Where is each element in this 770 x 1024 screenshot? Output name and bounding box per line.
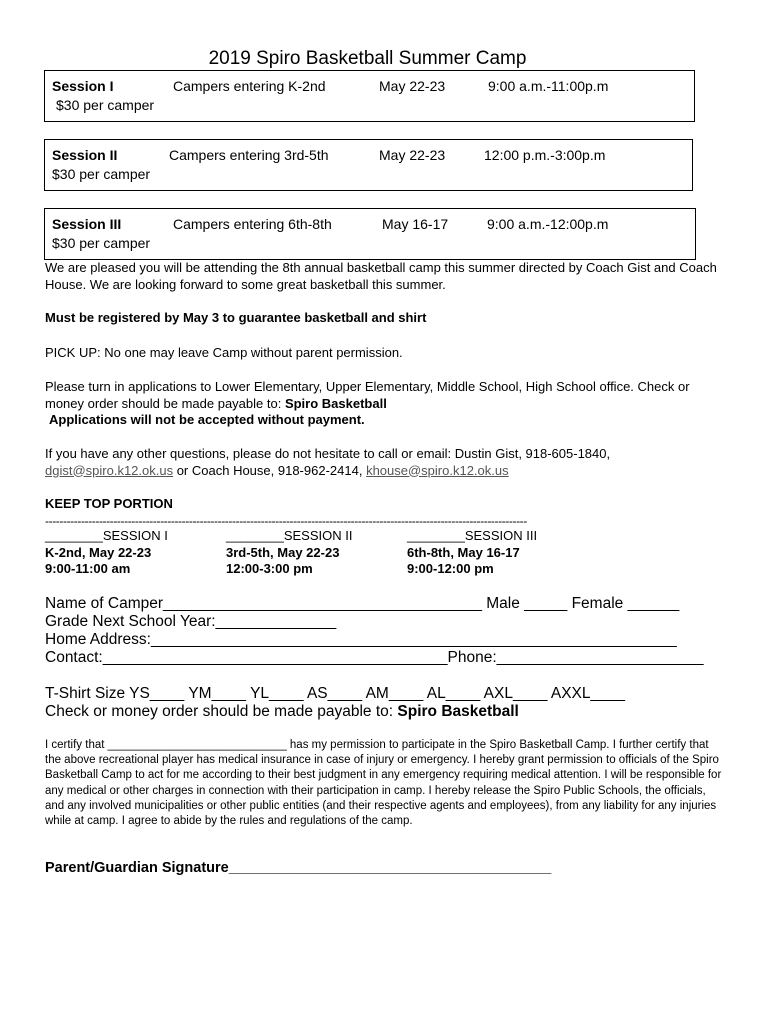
email-link-gist[interactable]: dgist@spiro.k12.ok.us [45,462,174,478]
column-time: 12:00-3:00 pm [226,561,313,576]
session-name: Session II [52,147,118,163]
session-column-3 [407,528,537,578]
column-header: ________SESSION II [226,528,353,543]
intro-paragraph: We are pleased you will be attending the 8th annual basketball camp this summer directed by Coach Gist and Coach House. We are looking forward to some great basketball this summer. [45,260,717,292]
session-time: 9:00 a.m.-12:00p.m [487,216,609,232]
contact-phone-field[interactable]: Contact:________________________________________Phone:________________________ [45,649,704,666]
column-dates: K-2nd, May 22-23 [45,544,152,560]
contact-text-mid: or Coach House, 918-962-2414, [173,462,367,478]
payment-payee: Spiro Basketball [397,703,519,720]
session-time: 12:00 p.m.-3:00p.m [484,147,606,163]
session-campers: Campers entering K-2nd [173,78,326,94]
session-column-2 [226,528,352,578]
email-link-house[interactable]: khouse@spiro.k12.ok.us [366,462,509,478]
applications-warning: Applications will not be accepted without payment. [49,412,365,427]
camper-name-field[interactable]: Name of Camper_____________________________________ Male _____ Female ______ [45,595,680,612]
applications-paragraph [45,379,725,429]
divider-line: -------------------------------------------------------------------------------------------------------------------------------------- [45,514,527,528]
session-box-1 [44,70,695,122]
payment-note [45,703,519,721]
session-name: Session I [52,78,114,94]
page-title: 2019 Spiro Basketball Summer Camp [208,48,527,69]
contact-paragraph [45,446,725,479]
session-campers: Campers entering 3rd-5th [169,147,329,163]
session-column-1 [45,528,168,578]
column-dates: 6th-8th, May 16-17 [407,544,520,560]
tshirt-size-field[interactable]: T-Shirt Size YS____ YM____ YL____ AS____ AM____ AL____ AXL____ AXXL____ [45,685,625,702]
pickup-notice: PICK UP: No one may leave Camp without parent permission. [45,345,403,360]
certification-paragraph: I certify that ____________________________ has my permission to participate in the Spiro Basketball Camp. I further certify that the above recreational player has medical insurance in case of injury or emergency. I hereby grant permission to officials of the Spiro Basketball Camp to act for me according to their best judgment in any emergency requiring medical attention. I will be responsible for any medical or other charges in connection with their participation in camp. I hereby release the Spiro Public Schools, the officials, and any involved municipalities or other public entities (and their respective agents and employees), from any liability for any injuries while at camp. I agree to abide by the rules and regulations of the camp. [45,739,722,828]
session-campers: Campers entering 6th-8th [173,216,332,232]
signature-field[interactable]: Parent/Guardian Signature________________________________________ [45,860,552,876]
column-header: ________SESSION III [407,528,538,543]
grade-field[interactable]: Grade Next School Year:______________ [45,613,337,630]
session-dates: May 22-23 [379,78,446,94]
column-time: 9:00-12:00 pm [407,561,494,576]
keep-top-heading: KEEP TOP PORTION [45,496,173,511]
session-box-2 [44,139,693,191]
session-dates: May 16-17 [382,216,449,232]
column-header: ________SESSION I [45,528,168,543]
registration-notice: Must be registered by May 3 to guarantee basketball and shirt [45,310,427,325]
payment-text: Check or money order should be made payable to: [45,703,398,720]
session-price: $30 per camper [52,235,151,251]
session-box-3 [44,208,696,260]
session-price: $30 per camper [52,166,151,182]
contact-text: If you have any other questions, please do not hesitate to call or email: Dustin Gist, 918-605-1840, [45,446,611,461]
home-address-field[interactable]: Home Address:_____________________________________________________________ [45,631,677,648]
session-price: $30 per camper [56,97,155,113]
session-time: 9:00 a.m.-11:00p.m [488,78,609,94]
column-dates: 3rd-5th, May 22-23 [226,544,340,560]
applications-payee: Spiro Basketball [284,395,387,411]
session-name: Session III [52,216,122,232]
column-time: 9:00-11:00 am [45,561,131,576]
session-dates: May 22-23 [379,147,446,163]
applications-text: Please turn in applications to Lower Elementary, Upper Elementary, Middle School, High School office. Check or money order should be made payable to: [45,379,690,411]
